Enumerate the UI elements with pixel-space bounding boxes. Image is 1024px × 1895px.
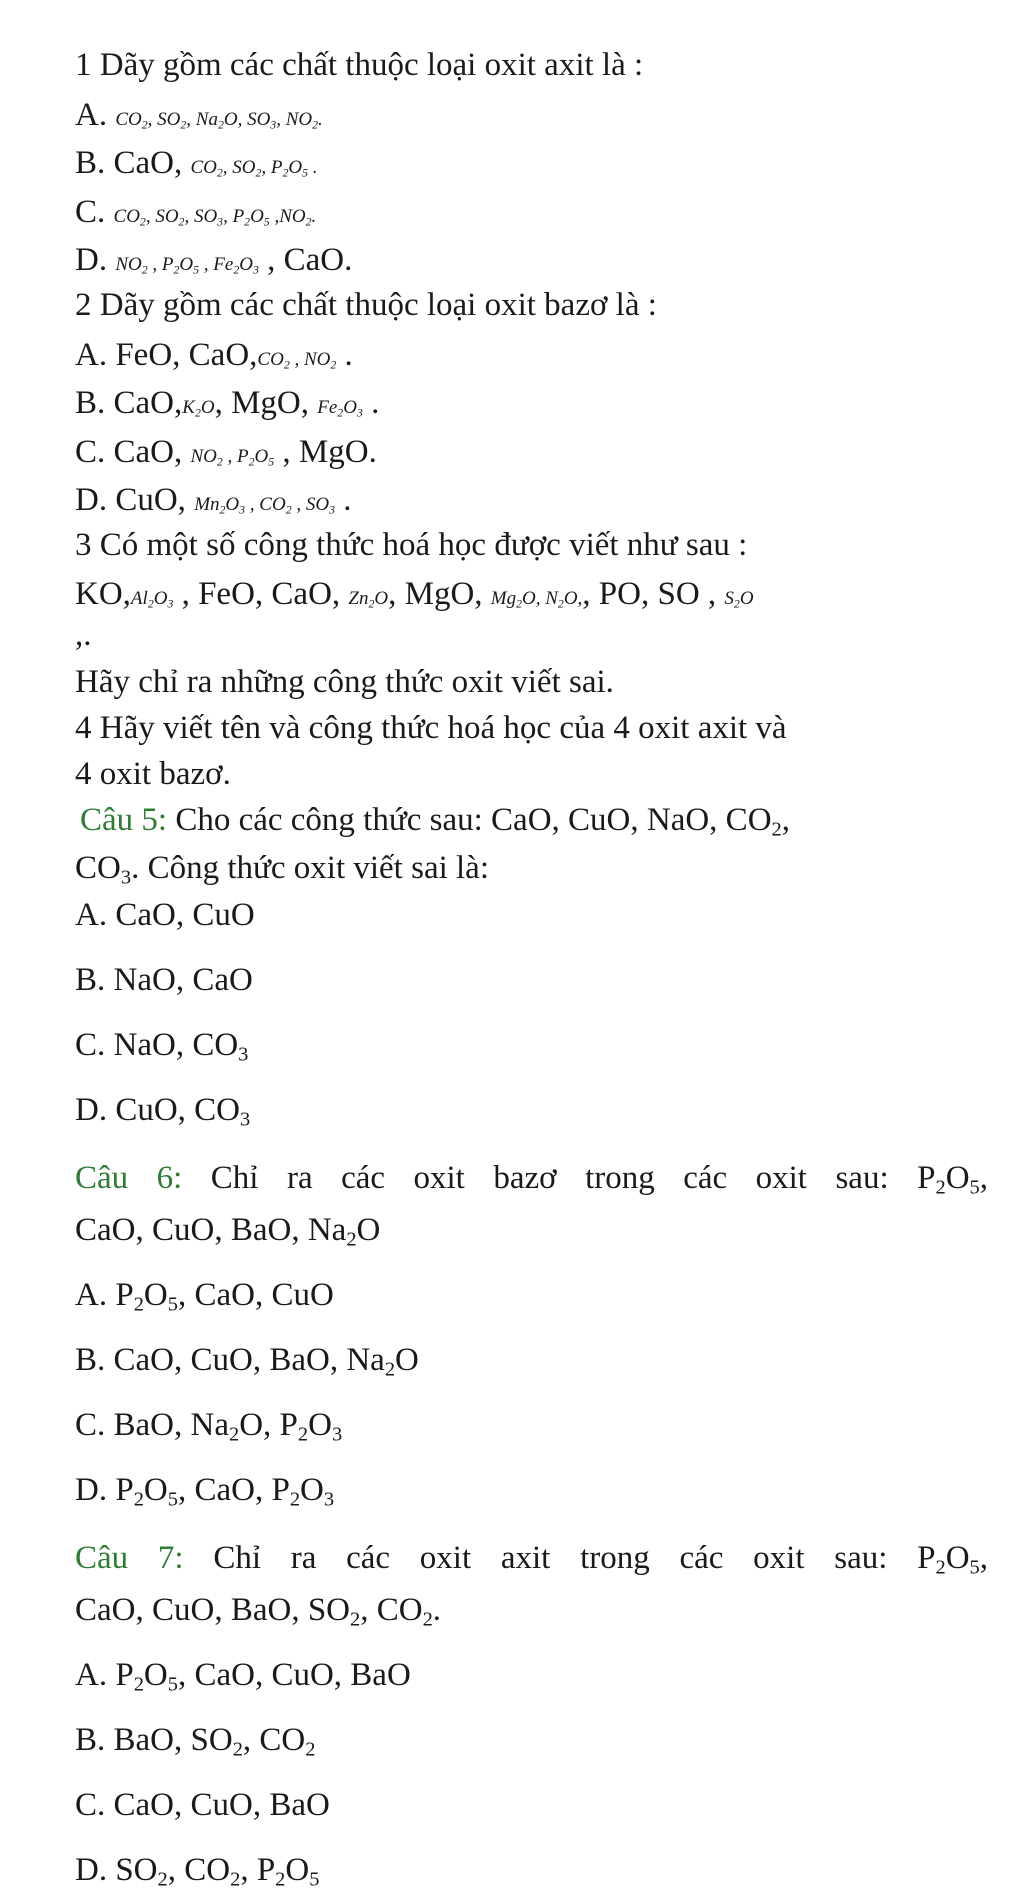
line-text: C. NaO, $CO_3$: [75, 1027, 249, 1066]
line-text: $CO_3$. Công thức oxit viết sai là:: [75, 850, 489, 889]
text-line: [75, 285, 1024, 325]
text-line: [75, 708, 1024, 748]
text-line: [75, 480, 1024, 525]
line-text: CaO, CuO, BaO, $SO_2$, $CO_2$.: [75, 1592, 442, 1631]
line-text: KO,: [75, 576, 131, 612]
line-text: .: [334, 482, 352, 518]
line-text: A.: [75, 97, 116, 133]
text-line: [75, 895, 1024, 935]
line-text: 2 Dãy gồm các chất thuộc loại oxit bazơ là :: [75, 287, 657, 323]
line-text: 4 oxit bazơ.: [75, 756, 231, 792]
text-line: [75, 1090, 1024, 1130]
line-text: CaO, CuO, BaO, $Na_2O$: [75, 1212, 381, 1251]
text-line: [75, 848, 1024, 888]
line-text: , PO, SO ,: [582, 576, 725, 612]
compact-formula: $S_2O$: [724, 588, 754, 611]
line-text: D. $SO_2$, $CO_2$, $P_2O_5$: [75, 1852, 320, 1891]
compact-formula: $CO_2$ , $NO_2$: [257, 349, 337, 372]
line-text: , MgO,: [214, 385, 318, 421]
line-text: , CaO.: [258, 242, 353, 278]
text-line: [75, 1470, 1024, 1510]
text-line: [75, 240, 1024, 285]
line-text: C. CaO,: [75, 434, 191, 470]
line-text: C. BaO, $Na_2O$, $P_2O_3$: [75, 1407, 343, 1446]
question-label: Câu 5:: [80, 802, 168, 838]
text-line: [75, 335, 1024, 380]
line-text: Chỉ ra các oxit bazơ trong các oxit sau: $P_2O_5$,: [182, 1160, 988, 1199]
line-text: B. CaO,: [75, 145, 191, 181]
text-line: [75, 754, 1024, 794]
text-line: [75, 1340, 1024, 1380]
line-text: B. CaO,: [75, 385, 183, 421]
compact-formula: $Mn_2O_3$ , $CO_2$ , $SO_3$: [194, 494, 335, 517]
text-line: [75, 1655, 1024, 1695]
text-line: [75, 574, 1024, 619]
text-line: [75, 1210, 1024, 1250]
compact-formula: $CO_2$, $SO_2$, $Na_2O$, $SO_3$, $NO_2$.: [115, 109, 323, 132]
text-line: [75, 432, 1024, 477]
line-text: Cho các công thức sau: CaO, CuO, NaO, $CO_2$,: [167, 802, 790, 841]
text-line: [75, 1590, 1024, 1630]
line-text: D. CuO,: [75, 482, 195, 518]
text-line: [75, 1720, 1024, 1760]
text-line: [75, 662, 1024, 702]
compact-formula: $CO_2$, $SO_2$, $SO_3$, $P_2O_5$ $,NO_2$.: [113, 206, 317, 229]
line-text: ,.: [75, 617, 92, 653]
compact-formula: $Zn_2O$: [348, 588, 389, 611]
line-text: D. $P_2O_5$, CaO, $P_2O_3$: [75, 1472, 335, 1511]
line-text: A. FeO, CaO,: [75, 337, 258, 373]
line-text: C.: [75, 194, 114, 230]
text-line: [75, 383, 1024, 428]
line-text: .: [362, 385, 380, 421]
compact-formula: $CO_2$, $SO_2$, $P_2O_5$ .: [190, 157, 318, 180]
line-text: A. CaO, CuO: [75, 897, 255, 933]
compact-formula: $NO_2$ , $P_2O_5$ , $Fe_2O_3$: [115, 254, 259, 277]
line-text: 4 Hãy viết tên và công thức hoá học của 4 oxit axit và: [75, 710, 787, 746]
line-text: A. $P_2O_5$, CaO, CuO, BaO: [75, 1657, 411, 1696]
line-text: , MgO.: [274, 434, 377, 470]
line-text: B. NaO, CaO: [75, 962, 253, 998]
text-line: [75, 1785, 1024, 1825]
compact-formula: $Mg_2O$, $N_2O$,: [490, 588, 583, 611]
text-line: [80, 800, 1024, 840]
line-text: A. $P_2O_5$, CaO, CuO: [75, 1277, 334, 1316]
line-text: 1 Dãy gồm các chất thuộc loại oxit axit là :: [75, 47, 644, 83]
line-text: 3 Có một số công thức hoá học được viết như sau :: [75, 527, 748, 563]
line-text: , FeO, CaO,: [173, 576, 349, 612]
line-text: Chỉ ra các oxit axit trong các oxit sau: $P_2O_5$,: [183, 1540, 989, 1579]
text-line: [75, 143, 1024, 188]
line-text: .: [336, 337, 353, 373]
text-line: [75, 1538, 988, 1578]
line-text: Hãy chỉ ra những công thức oxit viết sai.: [75, 664, 614, 700]
line-text: B. BaO, $SO_2$, $CO_2$: [75, 1722, 316, 1761]
line-text: D.: [75, 242, 116, 278]
compact-formula: $K_2O$: [182, 397, 215, 420]
text-line: [75, 1025, 1024, 1065]
line-text: C. CaO, CuO, BaO: [75, 1787, 330, 1823]
text-line: [75, 1275, 1024, 1315]
compact-formula: $Al_2O_3$: [130, 588, 174, 611]
line-text: , MgO,: [388, 576, 491, 612]
line-text: B. CaO, CuO, BaO, $Na_2O$: [75, 1342, 419, 1381]
text-line: [75, 960, 1024, 1000]
text-line: [75, 1158, 988, 1198]
text-line: [75, 95, 1024, 140]
text-line: [75, 1850, 1024, 1890]
text-line: [75, 615, 1024, 655]
question-label: Câu 7:: [75, 1540, 184, 1576]
text-line: [75, 192, 1024, 237]
text-line: [75, 1405, 1024, 1445]
compact-formula: $Fe_2O_3$: [317, 397, 363, 420]
compact-formula: $NO_2$ , $P_2O_5$: [190, 446, 275, 469]
text-line: [75, 45, 1024, 85]
line-text: D. CuO, $CO_3$: [75, 1092, 251, 1131]
question-label: Câu 6:: [75, 1160, 183, 1196]
text-line: [75, 525, 1024, 565]
